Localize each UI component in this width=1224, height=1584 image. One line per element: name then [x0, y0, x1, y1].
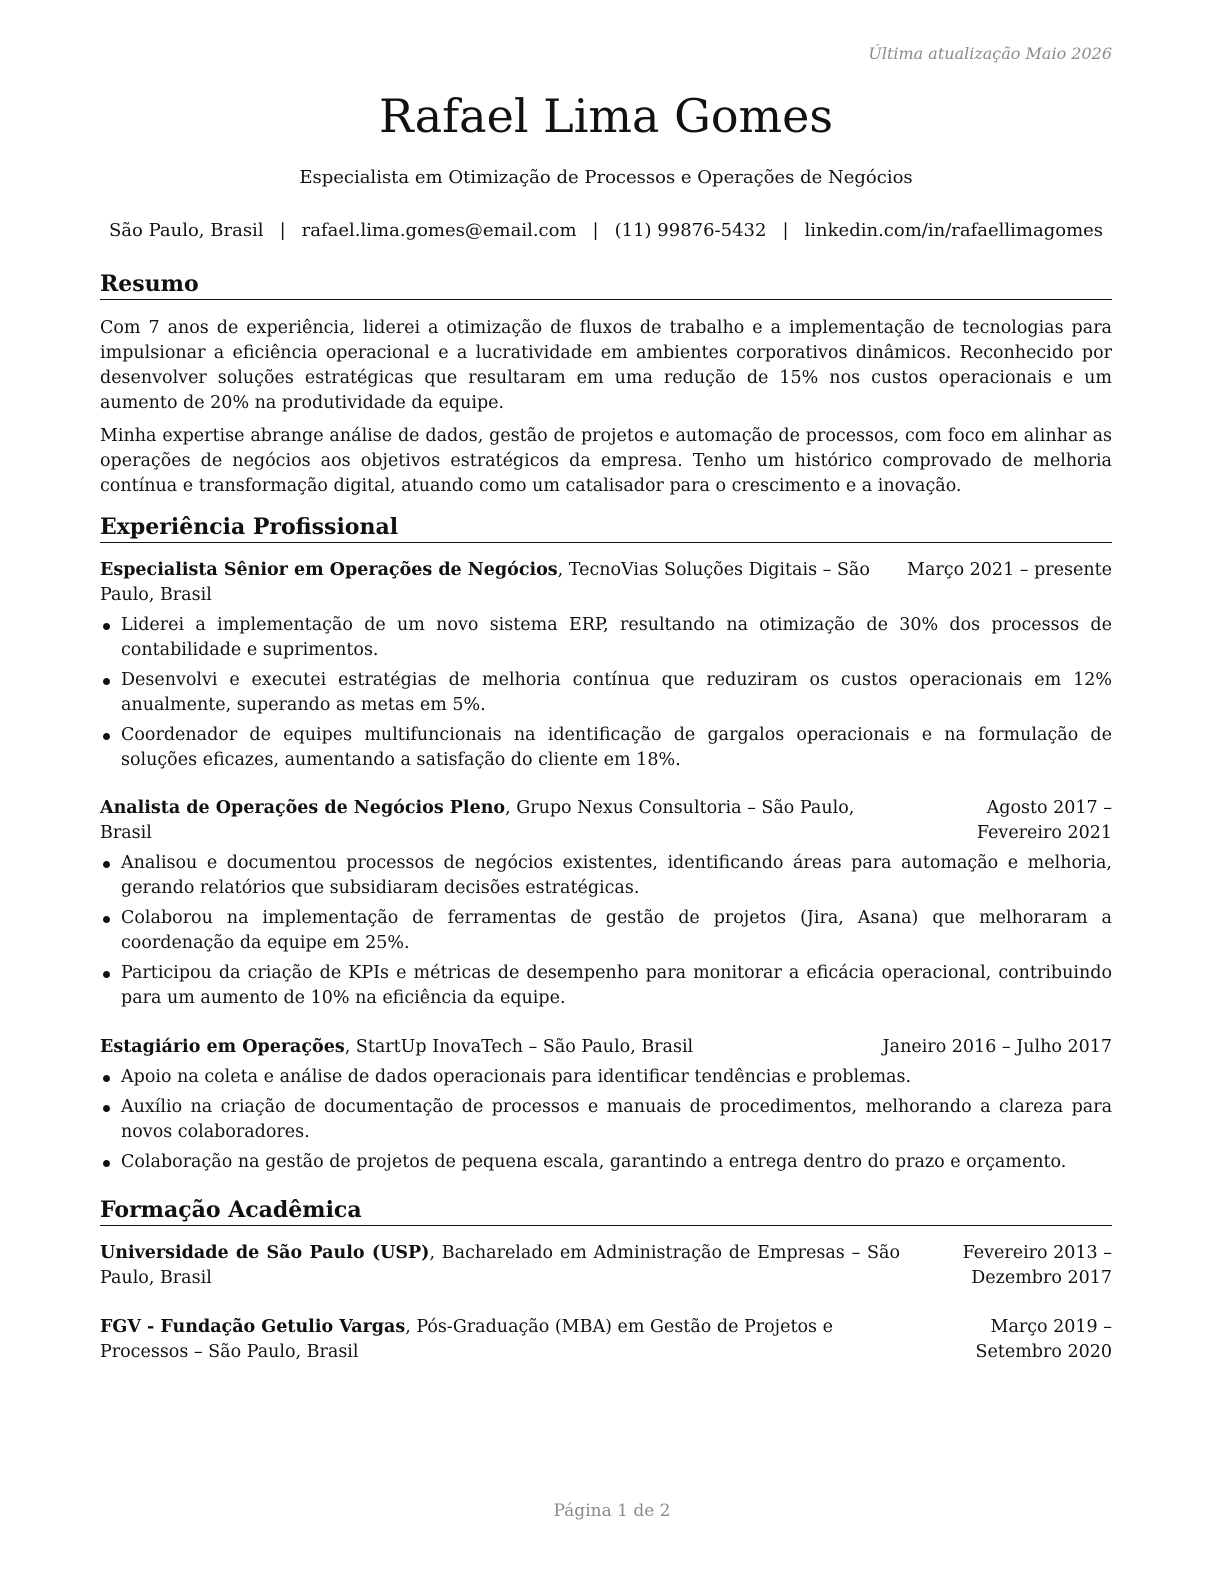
list-item: Desenvolvi e executei estratégias de melhoria contínua que reduziram os custos operacionais em 12% anualmente, superando as metas em 5%. [100, 668, 1112, 718]
list-item: Apoio na coleta e análise de dados operacionais para identificar tendências e problemas. [100, 1065, 1112, 1090]
list-item: Analisou e documentou processos de negócios existentes, identificando áreas para automação e melhoria, gerando relatórios que subsidiaram decisões estratégicas. [100, 851, 1112, 901]
list-item: Auxílio na criação de documentação de processos e manuais de procedimentos, melhorando a clareza para novos colaboradores. [100, 1095, 1112, 1145]
contact-phone: (11) 99876-5432 [614, 220, 767, 241]
job-role: Especialista Sênior em Operações de Negócios [100, 560, 558, 580]
contact-separator: | [782, 220, 789, 241]
job-role: Analista de Operações de Negócios Pleno [100, 798, 506, 818]
education-school: FGV - Fundação Getulio Vargas [100, 1317, 406, 1337]
bullet-icon [103, 1160, 110, 1167]
education-dates: Fevereiro 2013 – Dezembro 2017 [962, 1243, 1112, 1288]
list-item: Liderei a implementação de um novo sistema ERP, resultando na otimização de 30% dos processos de contabilidade e suprimentos. [100, 613, 1112, 663]
contact-location: São Paulo, Brasil [108, 220, 264, 241]
contact-separator: | [592, 220, 599, 241]
bullet-icon [103, 916, 110, 923]
job-role: Estagiário em Operações [100, 1037, 345, 1057]
contact-email[interactable]: rafael.lima.gomes@email.com [301, 220, 577, 241]
candidate-name: Rafael Lima Gomes [379, 89, 833, 143]
bullet-icon [103, 623, 110, 630]
job-dates: Agosto 2017 – Fevereiro 2021 [976, 798, 1112, 843]
job-bullets [100, 851, 1112, 1016]
job-dates: Janeiro 2016 – Julho 2017 [882, 1037, 1112, 1057]
job-company: , TecnoVias Soluções Digitais – São Paulo, Brasil [100, 560, 870, 605]
education-school: Universidade de São Paulo (USP) [100, 1243, 430, 1263]
bullet-icon [103, 1075, 110, 1082]
education-degree: , Pós-Graduação (MBA) em Gestão de Projetos e Processos – São Paulo, Brasil [100, 1317, 833, 1362]
list-item: Participou da criação de KPIs e métricas de desempenho para monitorar a eficácia operacional, contribuindo para um aumento de 10% na eficiência da equipe. [100, 961, 1112, 1011]
contact-line [100, 220, 1112, 241]
job-bullets [100, 1065, 1112, 1180]
education-item [100, 1315, 1112, 1365]
education-dates: Março 2019 – Setembro 2020 [975, 1317, 1112, 1362]
summary-paragraph: Com 7 anos de experiência, liderei a otimização de fluxos de trabalho e a implementação de tecnologias para impulsionar a eficiência operacional e a lucratividade em ambientes corporativos dinâmicos. Reconhecido por desenvolver soluções estratégicas que resultaram em uma redução de 15% nos custos operacionais e um aumento de 20% na produtividade da equipe. [100, 318, 1112, 413]
section-title-summary: Resumo [100, 270, 1112, 300]
bullet-icon [103, 971, 110, 978]
contact-separator: | [279, 220, 286, 241]
contact-linkedin[interactable]: linkedin.com/in/rafaellimagomes [804, 220, 1104, 241]
job-header [100, 796, 1112, 846]
job-company: , StartUp InovaTech – São Paulo, Brasil [344, 1037, 694, 1057]
section-title-experience: Experiência Profissional [100, 513, 1112, 543]
section-title-education: Formação Acadêmica [100, 1196, 1112, 1226]
job-company: , Grupo Nexus Consultoria – São Paulo, Brasil [100, 798, 855, 843]
bullet-icon [103, 733, 110, 740]
education-degree: , Bacharelado em Administração de Empresas – São Paulo, Brasil [100, 1243, 900, 1288]
job-bullets [100, 613, 1112, 778]
bullet-icon [103, 678, 110, 685]
headline: Especialista em Otimização de Processos e Operações de Negócios [299, 167, 913, 188]
page-number: Página 1 de 2 [553, 1501, 671, 1521]
job-header [100, 1035, 1112, 1060]
education-item [100, 1241, 1112, 1291]
last-updated: Última atualização Maio 2026 [868, 44, 1112, 63]
summary-paragraph: Minha expertise abrange análise de dados, gestão de projetos e automação de processos, com foco em alinhar as operações de negócios aos objetivos estratégicos da empresa. Tenho um histórico comprovado de melhoria contínua e transformação digital, atuando como um catalisador para o crescimento e a inovação. [100, 426, 1112, 496]
job-dates: Março 2021 – presente [907, 560, 1112, 580]
list-item: Coordenador de equipes multifuncionais na identificação de gargalos operacionais e na formulação de soluções eficazes, aumentando a satisfação do cliente em 18%. [100, 723, 1112, 773]
job-header [100, 558, 1112, 608]
list-item: Colaboração na gestão de projetos de pequena escala, garantindo a entrega dentro do prazo e orçamento. [100, 1150, 1112, 1175]
list-item: Colaborou na implementação de ferramentas de gestão de projetos (Jira, Asana) que melhoraram a coordenação da equipe em 25%. [100, 906, 1112, 956]
bullet-icon [103, 861, 110, 868]
bullet-icon [103, 1105, 110, 1112]
